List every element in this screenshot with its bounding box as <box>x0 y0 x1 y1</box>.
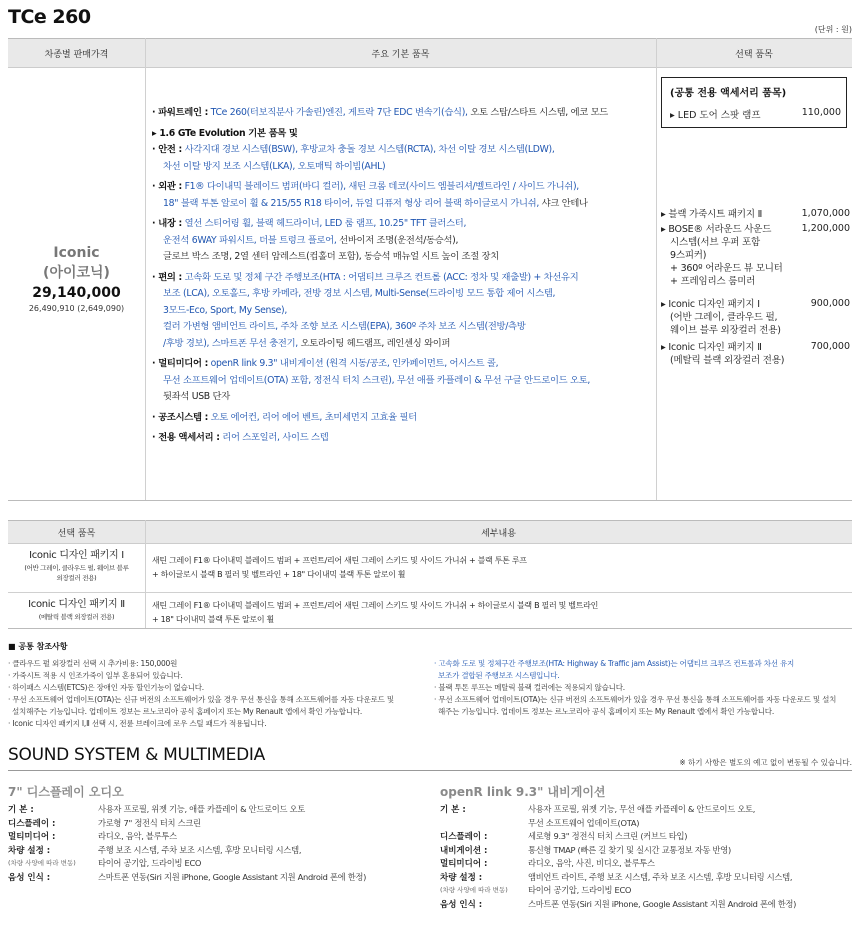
feature-convenience-2: 보조 (LCA), 오토홀드, 후방 카메라, 전방 경보 시스템, Multi-Sense(드라이빙 모드 통합 제어 시스템, <box>163 288 556 299</box>
feature-base: ▸ 1.6 GTe Evolution 기본 품목 및 <box>152 127 298 139</box>
feature-climate: · 공조시스템 : 오토 에어컨, 리어 에어 벤트, 초미세먼지 고효율 필터 <box>152 411 417 423</box>
feature-multimedia-2: 무선 소프트웨어 업데이트(OTA) 포함, 정전식 터치 스크린), 무선 애플 카플레이 & 무선 구글 안드로이드 오토, <box>163 374 591 386</box>
spec-label: (차량 사양에 따라 변동) <box>440 886 508 894</box>
display-audio-title: 7" 디스플레이 오디오 <box>8 785 124 799</box>
feature-multimedia: · 멀티미디어 : openR link 9.3" 내비게이션 (원격 시동/공조, 인카페이먼트, 어시스트 콜, <box>152 358 499 369</box>
spec-label: 디스플레이 : <box>440 832 488 842</box>
spec-label: 기 본 : <box>440 805 466 815</box>
option-design-pkg1-price: 900,000 <box>810 298 850 309</box>
feature-interior: · 내장 : 열선 스티어링 휠, 블랙 헤드라이너, LED 룸 램프, 10.25" TFT 클러스터, <box>152 218 467 229</box>
spec-value: 통신형 TMAP (빠른 길 찾기 및 실시간 교통정보 자동 반영) <box>528 844 731 855</box>
header-options: 선택 품목 <box>735 49 773 60</box>
spec-label: 내비게이션 : <box>440 845 488 856</box>
feature-interior-2: 운전석 6WAY 파워시트, 더블 트렁크 플로어, 선바이저 조명(운전석/동승석), <box>163 234 459 246</box>
option-design-pkg2-price: 700,000 <box>810 341 850 352</box>
common-accessory-title: (공통 전용 액세서리 품목) <box>670 88 787 99</box>
spec-label: (차량 사양에 따라 변동) <box>8 859 76 867</box>
spec-label: 디스플레이 : <box>8 818 56 829</box>
divider <box>8 592 852 593</box>
feature-exterior-2: 18" 블랙 투톤 알로이 휠 & 215/55 R18 타이어, 듀얼 디퓨저 형상 리어 블랙 하이글로시 가니쉬, 샤크 안테나 <box>163 197 588 209</box>
spec-value: 라디오, 음악, 사진, 비디오, 블루투스 <box>528 858 655 868</box>
feature-interior-3: 글로브 박스 조명, 2열 센터 암레스트(컵홀더 포함), 동승석 매뉴얼 시트 높이 조절 장치 <box>163 251 499 262</box>
spec-value: 세로형 9.3" 정전식 터치 스크린 (커브드 타입) <box>528 831 688 841</box>
option-black-leather: ▸ 블랙 가죽시트 패키지 Ⅱ <box>661 209 763 220</box>
spec-value: 무선 소프트웨어 업데이트(OTA) <box>528 817 640 828</box>
spec-value: 앰비언트 라이트, 주행 보조 시스템, 주차 보조 시스템, 후방 모니터링 시스템, <box>528 871 793 882</box>
option-design-pkg2: ▸ Iconic 디자인 패키지 Ⅱ (메탈릭 블랙 외장컬러 전용) <box>661 342 785 366</box>
option-design-pkg1: ▸ Iconic 디자인 패키지 Ⅰ (어반 그레이, 클라우드 펄, 웨이브 블루 외장컬러 전용) <box>661 299 781 336</box>
table2-row-1-detail: 새틴 그레이 F1® 다이내믹 블레이드 범퍼 + 프런트/리어 새틴 그레이 스키드 및 사이드 가니쉬 + 블랙 투톤 루프 + 하이글로시 블랙 B 필러 및 벨트라인 + 18" 다이내믹 블랙 투톤 알로이 휠 <box>152 556 527 579</box>
spec-label: 멀티미디어 : <box>440 859 488 869</box>
feature-convenience: · 편의 : 고속화 도로 및 정체 구간 주행보조(HTA : 어댑티브 크루즈 컨트롤 (ACC: 정차 및 재출발) + 차선유지 <box>152 271 579 283</box>
unit-label: (단위 : 원) <box>814 25 852 34</box>
spec-label: 음성 인식 : <box>8 872 51 883</box>
header-price: 차종별 판매가격 <box>44 49 109 60</box>
divider <box>8 500 852 501</box>
header-option-item: 선택 품목 <box>57 528 96 539</box>
sound-note: ※ 하기 사항은 별도의 예고 없이 변동될 수 있습니다. <box>679 758 852 767</box>
feature-convenience-4: 컬러 가변형 앰비언트 라이트, 주차 조향 보조 시스템(EPA), 360º 주차 보조 시스템(전방/측방 <box>163 321 526 332</box>
feature-exterior: · 외관 : F1® 다이내믹 블레이드 범퍼(바디 컬러), 새틴 크롬 데코(사이드 엠블리셔/벨트라인 / 사이드 가니쉬), <box>152 181 579 192</box>
page-title: TCe 260 <box>8 6 91 28</box>
navigation-title: openR link 9.3" 내비게이션 <box>440 785 606 799</box>
divider <box>145 520 146 628</box>
table2-row-1-name: Iconic 디자인 패키지 Ⅰ (어반 그레이, 클라우드 펄, 웨이브 블루 외장컬러 전용) <box>24 550 129 582</box>
trim-price: 29,140,000 <box>32 285 121 301</box>
feature-convenience-3: 3모드-Eco, Sport, My Sense), <box>163 304 288 316</box>
trim-sub-price: 26,490,910 (2,649,090) <box>28 304 125 313</box>
feature-multimedia-3: 뒷좌석 USB 단자 <box>163 391 230 402</box>
table2-row-2-name: Iconic 디자인 패키지 Ⅱ (메탈릭 블랙 외장컬러 전용) <box>28 599 125 621</box>
led-option-label: ▸ LED 도어 스팟 램프 <box>670 110 761 121</box>
led-option-price: 110,000 <box>801 107 841 118</box>
notes-title: ■ 공통 참조사항 <box>8 642 68 651</box>
spec-value: 주행 보조 시스템, 주차 보조 시스템, 후방 모니터링 시스템, <box>98 844 302 855</box>
spec-value: 타이어 공기압, 드라이빙 ECO <box>98 858 202 868</box>
trim-cell <box>8 245 145 313</box>
table2-header <box>8 520 852 544</box>
feature-safety: · 안전 : 사각지대 경보 시스템(BSW), 후방교차 충돌 경보 시스템(RCTA), 차선 이탈 경보 시스템(LDW), <box>152 144 555 155</box>
spec-label: 차량 설정 : <box>8 845 51 856</box>
trim-name-kr: (아이코닉) <box>43 265 110 281</box>
feature-convenience-5: /후방 경보), 스마트폰 무선 충전기, 오토라이팅 헤드램프, 레인센싱 와이퍼 <box>163 337 451 349</box>
table1-header <box>8 38 852 68</box>
spec-value: 사용자 프로필, 위젯 기능, 무선 애플 카플레이 & 안드로이드 오토, <box>528 804 756 814</box>
spec-value: 사용자 프로필, 위젯 기능, 애플 카플레이 & 안드로이드 오토 <box>98 804 305 814</box>
table2-row-2-detail: 새틴 그레이 F1® 다이내믹 블레이드 범퍼 + 프런트/리어 새틴 그레이 스키드 및 사이드 가니쉬 + 하이글로시 블랙 B 필러 및 벨트라인 + 18" 다이내믹 블랙 투톤 알로이 휠 <box>152 601 599 624</box>
spec-value: 스마트폰 연동(Siri 지원 iPhone, Google Assistant 지원 Android 폰에 한정) <box>528 898 797 909</box>
divider <box>8 628 852 629</box>
option-black-leather-price: 1,070,000 <box>801 208 850 219</box>
spec-label: 차량 설정 : <box>440 872 483 883</box>
feature-accessory: · 전용 액세서리 : 리어 스포일러, 사이드 스텝 <box>152 432 329 443</box>
sound-section-title: SOUND SYSTEM & MULTIMEDIA <box>8 745 265 765</box>
divider <box>145 38 146 500</box>
common-accessory-box <box>661 77 847 128</box>
feature-powertrain: · 파워트레인 : TCe 260(터보직분사 가솔린)엔진, 게트락 7단 EDC 변속기(습식), 오토 스탑/스타트 시스템, 에코 모드 <box>152 107 608 118</box>
option-bose: ▸ BOSE® 서라운드 사운드 시스템(서브 우퍼 포함 9스피커) + 360º 어라운드 뷰 모니터 + 프레임리스 룸미러 <box>661 224 783 287</box>
spec-label: 기 본 : <box>8 805 34 815</box>
divider <box>8 770 852 771</box>
header-detail: 세부내용 <box>481 528 516 539</box>
spec-value: 가로형 7" 정전식 터치 스크린 <box>98 817 201 828</box>
features-list <box>152 105 652 447</box>
divider <box>656 38 657 500</box>
spec-value: 타이어 공기압, 드라이빙 ECO <box>528 885 632 895</box>
notes-right: · 고속화 도로 및 정체구간 주행보조(HTA: Highway & Traffic jam Assist)는 어댑티브 크루즈 컨트롤과 차선 유지 보조가 결합된 주행보조 시스템입니다. · 블랙 투톤 루프는 메탈릭 블랙 컬러에는 적용되지 않습니다. · 무선 소프트웨어 업데이트(OTA)는 신규 버전의 소프트웨어가 있을 경우 무선 통신을 통해 소프트웨어를 자동 다운로드 및 설치 해주는 기능입니다. 업데이트 정보는 르노코리아 공식 홈페이지 또는 My Renault 앱에서 확인 가능합니다. <box>434 659 837 716</box>
spec-value: 라디오, 음악, 블루투스 <box>98 831 177 841</box>
notes-left: · 클라우드 펄 외장컬러 선택 시 추가비용: 150,000원 · 가죽시트 적용 시 인조가죽이 일부 혼용되어 있습니다. · 하이패스 시스템(ETCS)은 장애인 자동 할인기능이 없습니다. · 무선 소프트웨어 업데이트(OTA)는 신규 버전의 소프트웨어가 있을 경우 무선 통신을 통해 소프트웨어를 자동 다운로드 및 설치해주는 기능입니다. 업데이트 정보는 르노코리아 공식 홈페이지 또는 My Renault 앱에서 확인 가능합니다. · Iconic 디자인 패키지 Ⅰ,Ⅱ 선택 시, 전륜 브레이크에 로우 스틸 패드가 적용됩니다. <box>8 659 394 728</box>
header-features: 주요 기본 품목 <box>371 49 430 60</box>
spec-value: 스마트폰 연동(Siri 지원 iPhone, Google Assistant 지원 Android 폰에 한정) <box>98 871 367 882</box>
spec-label: 음성 인식 : <box>440 899 483 910</box>
trim-name: Iconic <box>53 245 100 261</box>
option-bose-price: 1,200,000 <box>801 223 850 234</box>
spec-label: 멀티미디어 : <box>8 832 56 842</box>
feature-safety-2: 차선 이탈 방지 보조 시스템(LKA), 오토매틱 하이빔(AHL) <box>163 160 386 172</box>
